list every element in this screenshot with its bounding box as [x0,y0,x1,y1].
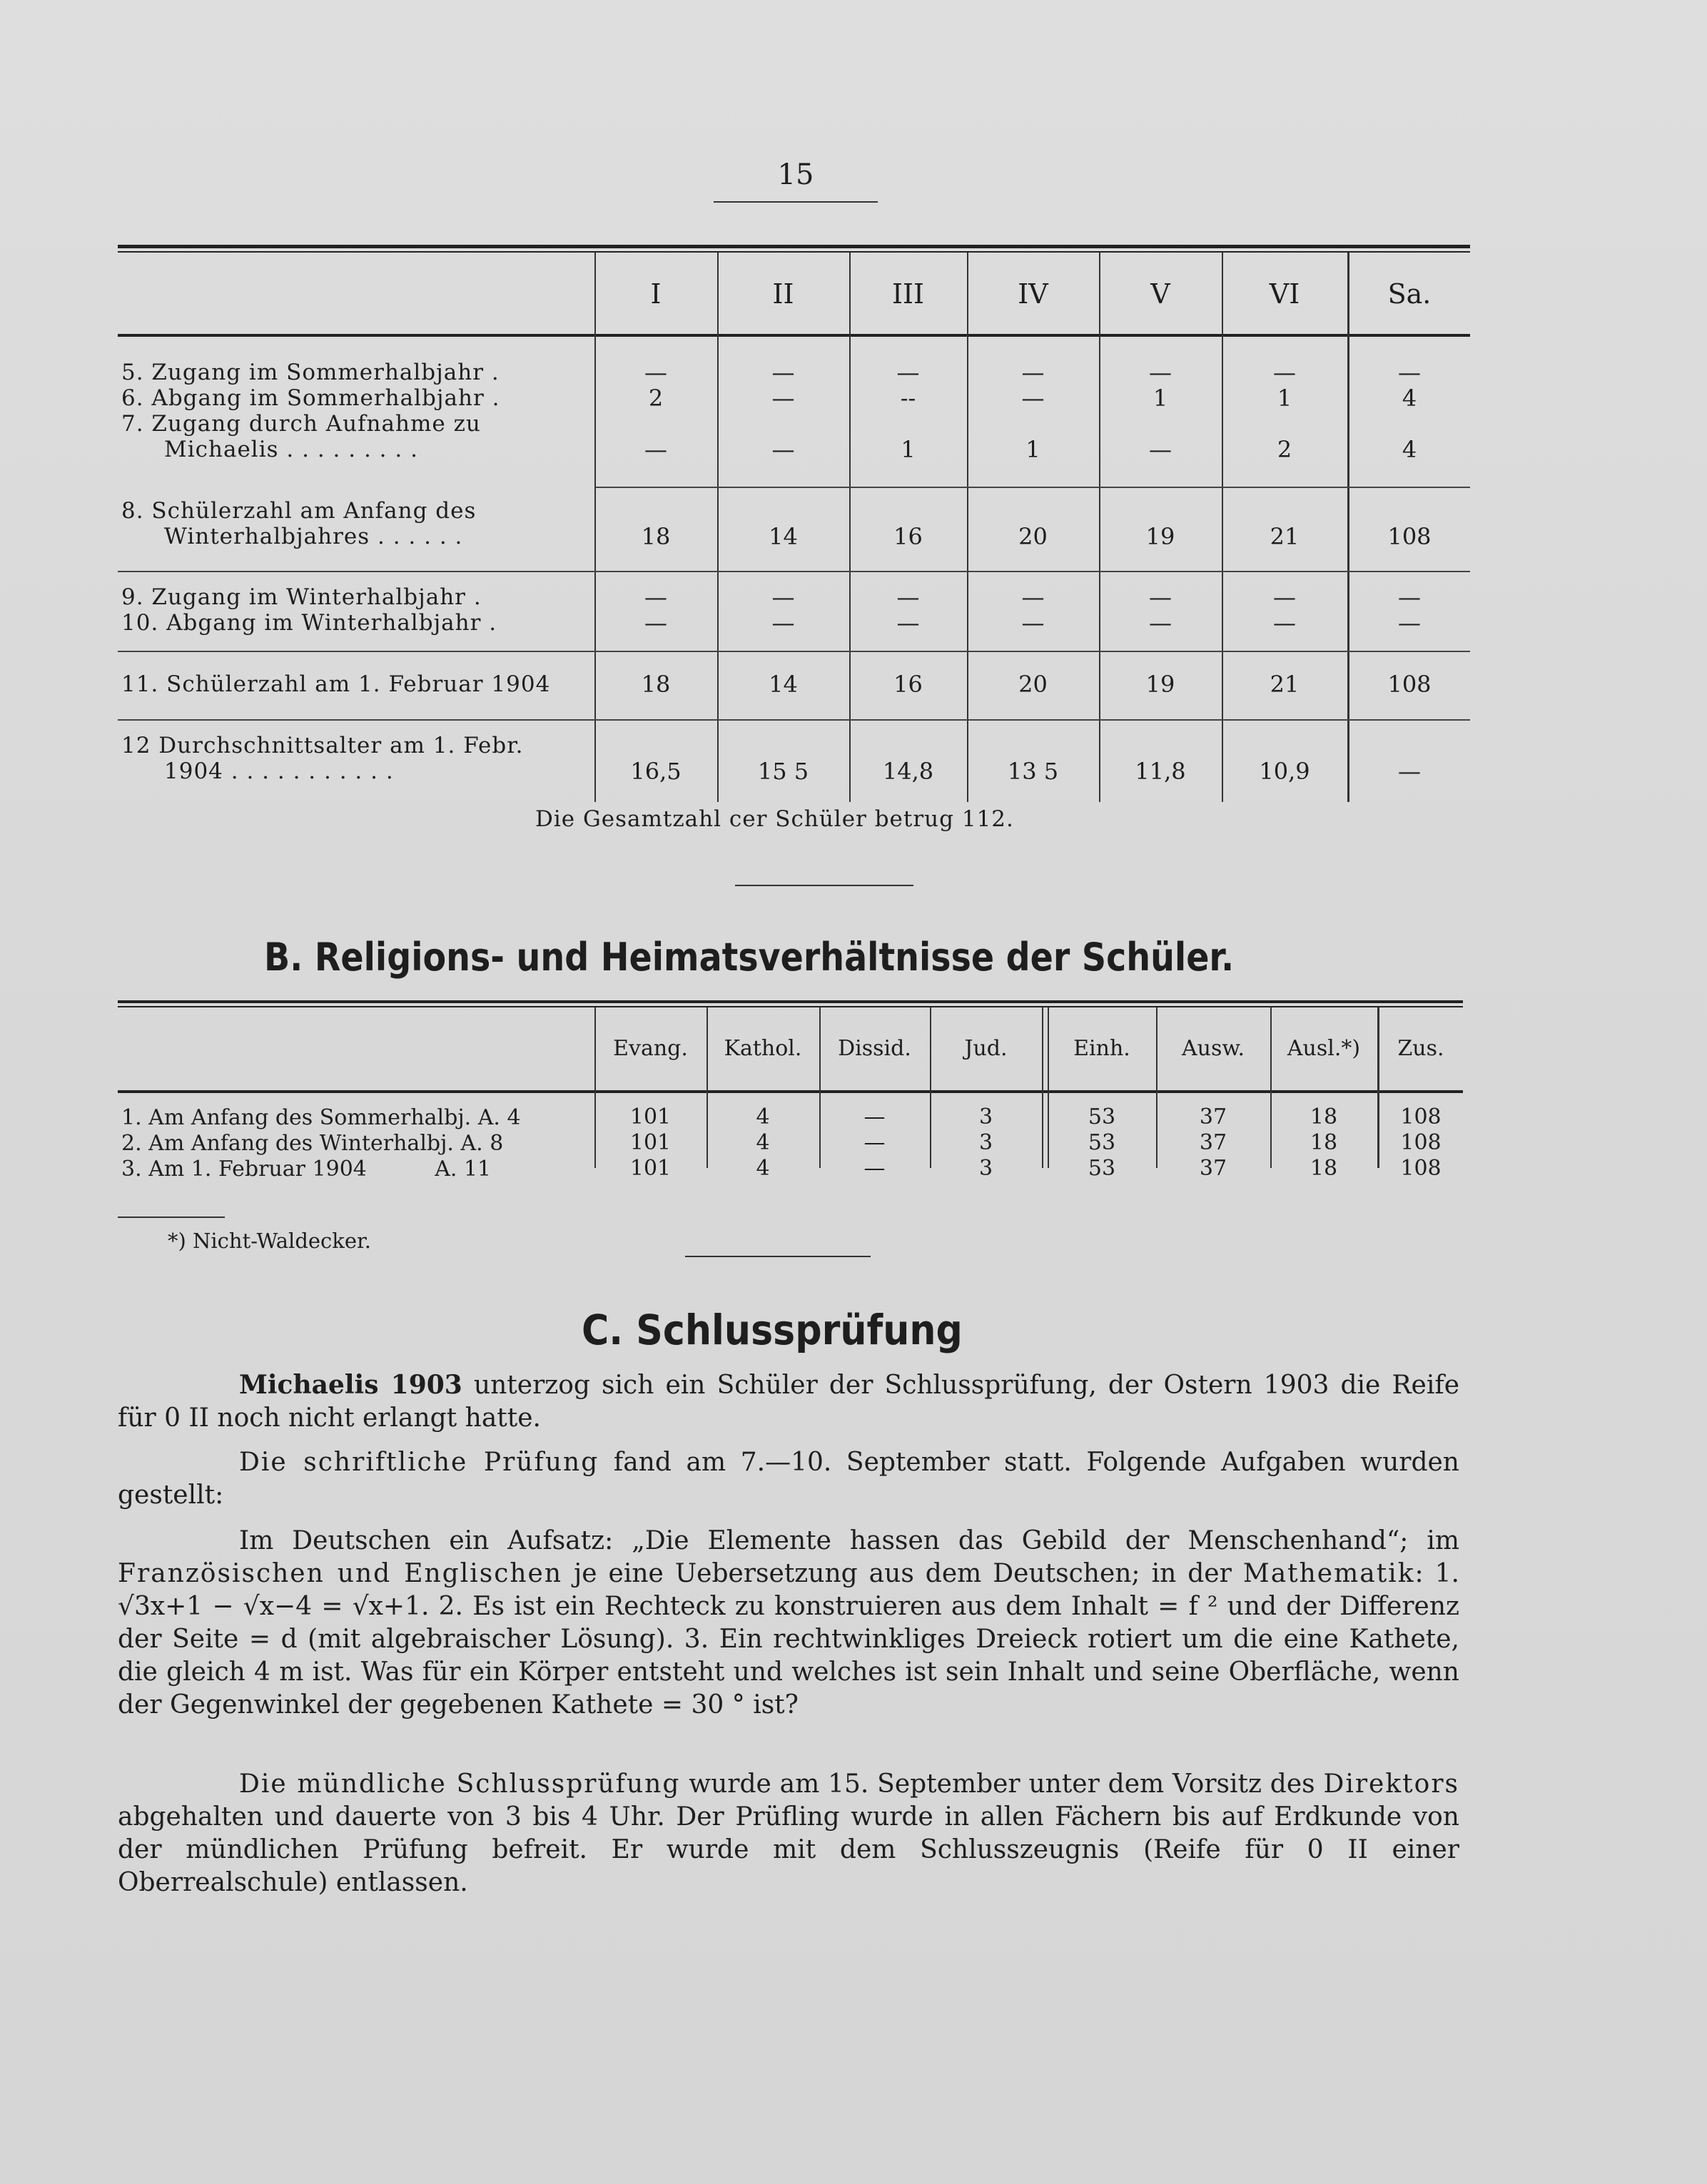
paragraph-text: fand am 7.—10. September statt. Folgende Aufgaben wurden gestellt: [118,1448,1459,1510]
table-cell: — [896,359,920,386]
table-cell: — [1273,584,1296,611]
table-cell: 4 [756,1156,770,1181]
table-cell: 18 [641,671,671,698]
table-cell: 1 [1277,385,1292,412]
table-cell: 4 [1402,385,1417,412]
table-cell: 15 5 [757,758,809,785]
paragraph-text: je eine Uebersetzung aus dem Deutschen; in der [562,1559,1243,1588]
table-cell: — [1021,584,1045,611]
page-number: 15 [777,158,814,191]
table-cell: 19 [1145,523,1175,550]
table-cell: 53 [1088,1156,1116,1181]
table-cell: — [1273,609,1296,636]
row-label: 12 Durchschnittsalter am 1. Febr. [121,733,524,758]
table-cell: — [771,584,795,611]
table-cell: — [1149,359,1172,386]
table-cell: 14 [769,523,798,550]
table-cell: — [1398,584,1421,611]
table-cell: 20 [1018,523,1048,550]
row-label: 6. Abgang im Sommerhalbjahr . [121,385,500,411]
table-cell: 108 [1400,1156,1442,1181]
table-cell: — [1398,609,1421,636]
table-cell: — [1021,385,1045,412]
table-cell: 1 [1025,436,1040,463]
paragraph-text: Direktors [1323,1769,1459,1799]
table-cell: 18 [641,523,671,550]
row-label: 11. Schülerzahl am 1. Februar 1904 [121,671,551,697]
table-cell: -- [900,385,916,412]
row-rule [118,571,1470,572]
column-divider [1042,1007,1043,1168]
footnote-rule [118,1217,225,1218]
column-header: Kathol. [724,1036,802,1061]
section-c-heading: C. Schlussprüfung [582,1306,963,1354]
table-cell: 10,9 [1259,758,1310,785]
table-cell: — [644,436,667,463]
column-header: IV [1018,278,1048,310]
table-cell: 1 [1153,385,1168,412]
paragraph [118,1525,1459,1722]
table-cell: — [1021,609,1045,636]
table-cell: — [1398,359,1421,386]
table-cell: — [1398,758,1421,785]
table-cell: 14 [769,671,798,698]
table-cell: 2 [648,385,664,412]
table-cell: 1 [901,436,916,463]
page-number-rule [714,201,878,203]
table-cell: — [896,609,920,636]
table-cell: 4 [1402,436,1417,463]
column-header: Ausl.*) [1287,1036,1361,1061]
table-cell: — [771,609,795,636]
paragraph-text: Michaelis 1903 [239,1370,462,1400]
table-cell: — [644,359,667,386]
section-rule [685,1256,871,1257]
table-cell: 16 [893,671,923,698]
table-cell: 18 [1310,1104,1338,1129]
total-note: Die Gesamtzahl cer Schüler betrug 112. [535,806,1014,832]
row-rule [118,719,1470,721]
table-cell: — [644,584,667,611]
column-header: II [772,278,794,310]
column-header: VI [1269,278,1300,310]
row-label: 10. Abgang im Winterhalbjahr . [121,610,497,636]
table-cell: 18 [1310,1130,1338,1155]
table-rule [118,1006,1463,1007]
row-rule [118,651,1470,652]
table-cell: 37 [1199,1130,1227,1155]
paragraph [118,1446,1459,1512]
column-header: III [891,278,925,310]
table-cell: 53 [1088,1104,1116,1129]
table-cell: 108 [1387,523,1432,550]
table-cell: 101 [629,1130,672,1155]
column-header: Evang. [613,1036,688,1061]
table-cell: 3 [978,1130,993,1155]
table-rule [118,245,1470,248]
row-label: 3. Am 1. Februar 1904 A. 11 [121,1157,492,1182]
row-label: 8. Schülerzahl am Anfang des [121,498,477,524]
section-b-heading: B. Religions- und Heimatsverhältnisse der Schüler. [264,935,1235,980]
table-rule [118,1090,1463,1093]
table-cell: 11,8 [1135,758,1186,785]
table-cell: — [863,1104,886,1129]
table-cell: 14,8 [882,758,934,785]
section-rule [735,885,913,886]
table-cell: — [771,385,795,412]
table-cell: — [896,584,920,611]
row-label: 9. Zugang im Winterhalbjahr . [121,584,482,610]
table-cell: 101 [629,1156,672,1181]
table-cell: 108 [1387,671,1432,698]
row-label: 7. Zugang durch Aufnahme zu [121,411,481,437]
column-header: Dissid. [838,1036,911,1061]
paragraph-text: wurde am 15. September unter dem Vorsitz des [680,1769,1324,1799]
paragraph-text: Die schriftliche Prüfung [239,1448,599,1477]
table-cell: 4 [756,1130,770,1155]
table-cell: 2 [1277,436,1292,463]
table-cell: — [771,436,795,463]
column-header: Einh. [1073,1036,1130,1061]
table-cell: 21 [1270,523,1300,550]
paragraph-text: unterzog sich ein Schüler der Schlussprüfung, der Ostern 1903 die Reife für 0 II noch nicht erlangt hatte. [118,1371,1459,1433]
paragraph-text: Im Deutschen ein Aufsatz: [239,1526,632,1555]
table-cell: 3 [978,1104,993,1129]
table-cell: — [863,1130,886,1155]
table-rule [118,334,1470,337]
row-label: 1904 . . . . . . . . . . . [164,758,394,784]
column-header: Ausw. [1181,1036,1245,1061]
row-label: Winterhalbjahres . . . . . . [164,524,463,549]
row-label: 2. Am Anfang des Winterhalbj. A. 8 [121,1131,504,1156]
table-cell: 108 [1400,1130,1442,1155]
paragraph-text: abgehalten und dauerte von 3 bis 4 Uhr. Der Prüfling wurde in allen Fächern bis auf Erdkunde von der mündlichen Prüfung befreit. Er wurde mit dem Schlusszeugnis (Reife für 0 II einer Oberrealschule) entlassen. [118,1802,1459,1897]
column-header: Sa. [1387,278,1432,310]
table-cell: — [1149,584,1172,611]
table-rule [118,251,1470,253]
table-cell: 101 [629,1104,672,1129]
table-cell: 20 [1018,671,1048,698]
table-cell: 18 [1310,1156,1338,1181]
column-header: Zus. [1397,1036,1444,1061]
table-cell: 21 [1270,671,1300,698]
table-rule [118,1000,1463,1003]
table-cell: 108 [1400,1104,1442,1129]
table-cell: — [771,359,795,386]
table-cell: 4 [756,1104,770,1129]
table-cell: 13 5 [1007,758,1059,785]
table-cell: 37 [1199,1104,1227,1129]
table-cell: — [1149,436,1172,463]
table-cell: — [1149,609,1172,636]
table-cell: — [1273,359,1296,386]
row-rule [596,487,1470,488]
paragraph-text: „Die Elemente hassen das Gebild der Menschenhand“; im [632,1526,1459,1555]
table-cell: 16,5 [630,758,682,785]
row-label: 5. Zugang im Sommerhalbjahr . [121,360,500,385]
column-header: Jud. [964,1036,1008,1061]
table-cell: — [644,609,667,636]
row-label: Michaelis . . . . . . . . . [164,437,418,462]
paragraph-text: Französischen und Englischen [118,1559,563,1588]
paragraph-text: Mathematik [1242,1559,1415,1588]
table-cell: — [1021,359,1045,386]
column-header: V [1150,278,1170,310]
paragraph [118,1768,1459,1899]
paragraph-text: : 1. √3x+1 − √x−4 = √x+1. 2. Es ist ein Rechteck zu konstruieren aus dem Inhalt = f ² und der Differenz der Seite = d (mit algebraischer Lösung). 3. Ein rechtwinkliges Dreieck rotiert um die eine Kathete, die gleich 4 m ist. Was für ein Körper entsteht und welches ist sein Inhalt und seine Oberfläche, wenn der Gegenwinkel der gegebenen Kathete = 30 ° ist? [118,1559,1459,1720]
paragraph-text: Die mündliche Schlussprüfung [239,1769,681,1799]
paragraph [118,1368,1459,1435]
table-cell: — [863,1156,886,1181]
table-cell: 53 [1088,1130,1116,1155]
table-cell: 37 [1199,1156,1227,1181]
table-cell: 3 [978,1156,993,1181]
row-label: 1. Am Anfang des Sommerhalbj. A. 4 [121,1105,521,1130]
column-header: I [650,278,662,310]
table-cell: 16 [893,523,923,550]
table-cell: 19 [1145,671,1175,698]
footnote: *) Nicht-Waldecker. [168,1229,371,1253]
